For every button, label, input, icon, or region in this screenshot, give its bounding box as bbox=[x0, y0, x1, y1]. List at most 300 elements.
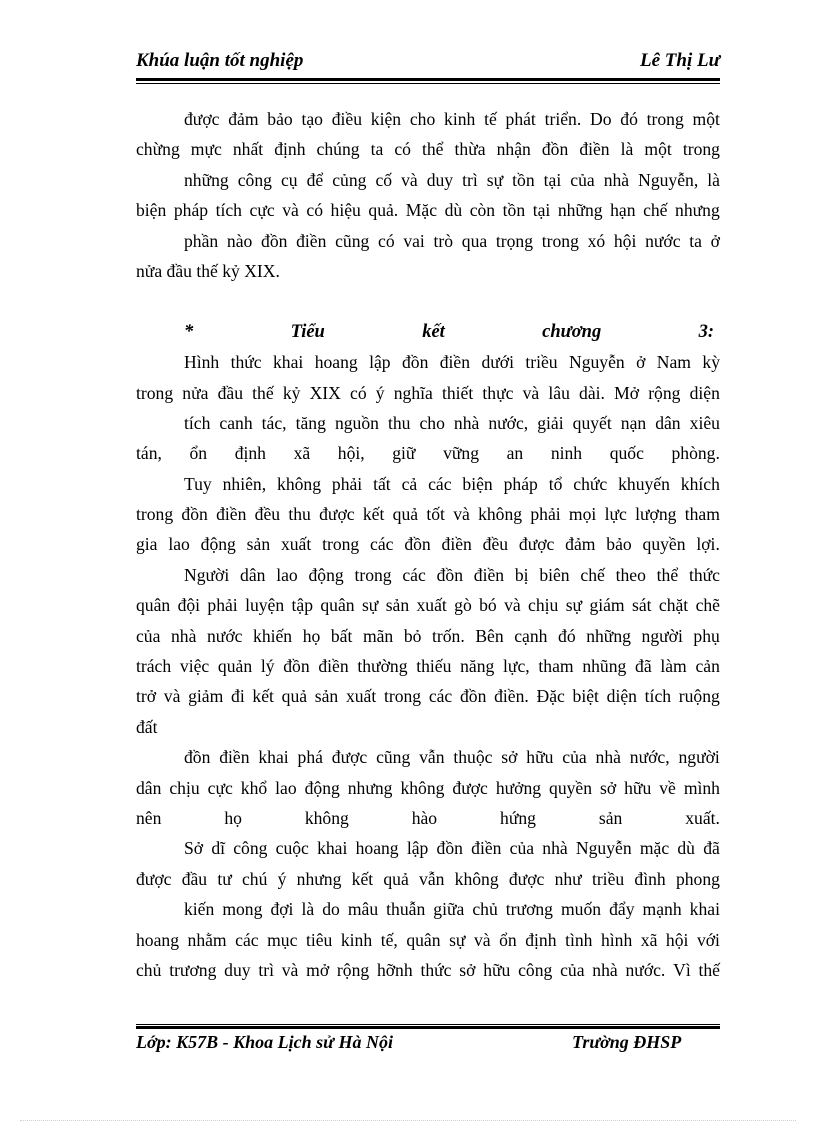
word: chẽ bbox=[695, 595, 720, 616]
word: kết bbox=[362, 504, 385, 525]
word: Nguyễn bbox=[575, 838, 632, 859]
word: đồn bbox=[459, 686, 487, 707]
word: trong bbox=[136, 504, 174, 525]
word: định bbox=[274, 139, 306, 160]
word: lượng bbox=[635, 504, 677, 525]
word: tổ bbox=[548, 473, 563, 494]
word: bó bbox=[479, 595, 497, 616]
word: quyền bbox=[549, 777, 593, 798]
paragraph-line bbox=[136, 621, 720, 651]
word: thu bbox=[387, 412, 411, 433]
paragraph-line bbox=[136, 864, 720, 894]
word: khổ bbox=[240, 777, 268, 798]
word: của bbox=[136, 625, 161, 646]
word: phải bbox=[331, 473, 363, 494]
word: dù bbox=[444, 200, 463, 221]
word: năng bbox=[460, 656, 495, 677]
word: hội, bbox=[337, 443, 365, 464]
word: việc bbox=[179, 656, 210, 677]
word: trọng bbox=[495, 230, 534, 251]
paragraph-line: nửa đầu thế kỷ XIX. bbox=[136, 260, 280, 281]
paragraph-line bbox=[136, 742, 720, 772]
word: những bbox=[557, 200, 603, 221]
word: quản bbox=[217, 656, 253, 677]
word: những bbox=[184, 169, 229, 190]
word: nhà bbox=[603, 169, 630, 190]
word: hữu bbox=[483, 959, 511, 980]
word: phần bbox=[184, 230, 219, 251]
word: nước, bbox=[488, 412, 529, 433]
word: phá bbox=[297, 747, 323, 768]
word: biện bbox=[136, 200, 167, 221]
word: một bbox=[692, 109, 720, 129]
word: tích bbox=[184, 412, 211, 433]
word: đồn bbox=[283, 656, 310, 677]
word: được bbox=[508, 868, 545, 889]
word: của bbox=[509, 838, 535, 859]
word: tất bbox=[373, 473, 391, 494]
word: đẩy bbox=[609, 899, 635, 920]
word: mực bbox=[190, 139, 222, 160]
word: quả bbox=[383, 868, 409, 889]
word: quả bbox=[392, 504, 419, 525]
word: được bbox=[184, 109, 220, 129]
word: xã bbox=[293, 443, 311, 464]
word: nhà bbox=[542, 838, 568, 859]
paragraph-line bbox=[136, 925, 720, 955]
word: không bbox=[277, 473, 321, 494]
word: ruộng bbox=[678, 686, 720, 707]
word: Người bbox=[184, 564, 230, 585]
word: biện bbox=[462, 473, 493, 494]
word: tham bbox=[538, 656, 574, 677]
word: Nguyễn, bbox=[638, 169, 699, 190]
word: khai bbox=[273, 352, 304, 373]
word: động bbox=[200, 534, 236, 555]
word: diện bbox=[689, 382, 720, 403]
word: trì bbox=[462, 169, 478, 190]
word: bị bbox=[514, 564, 529, 585]
word: điền. bbox=[494, 686, 529, 707]
word: các bbox=[402, 564, 426, 585]
word: tham bbox=[684, 504, 720, 525]
word: lao bbox=[275, 777, 297, 798]
word: để bbox=[306, 169, 324, 190]
word: nước. bbox=[625, 959, 666, 980]
word: tạo bbox=[301, 109, 323, 129]
paragraph-line bbox=[136, 347, 720, 377]
word: phong bbox=[675, 868, 720, 889]
word: trong bbox=[322, 534, 360, 555]
header-rule-thin bbox=[136, 83, 720, 84]
word: rộng bbox=[336, 959, 370, 980]
word: vai bbox=[403, 230, 425, 251]
word: và bbox=[504, 595, 521, 616]
word: trong bbox=[136, 382, 174, 403]
word: theo bbox=[615, 564, 646, 585]
word: do bbox=[322, 899, 340, 920]
word: tích bbox=[215, 200, 242, 221]
word: trong bbox=[646, 109, 684, 129]
word: cũng bbox=[376, 747, 411, 768]
word: tại bbox=[543, 169, 562, 190]
word: giảm bbox=[188, 686, 224, 707]
paragraph-line bbox=[136, 894, 720, 924]
word: thu bbox=[288, 504, 311, 525]
word: kết bbox=[351, 868, 374, 889]
word: nạn bbox=[620, 412, 647, 433]
paragraph-line bbox=[136, 408, 720, 438]
word: lập bbox=[369, 352, 391, 373]
word: xó bbox=[587, 230, 606, 251]
word: hoang bbox=[136, 929, 179, 950]
word: ta bbox=[689, 230, 702, 251]
word: về bbox=[659, 777, 676, 798]
word: chịu bbox=[528, 595, 559, 616]
word: người bbox=[678, 747, 720, 768]
paragraph-line bbox=[136, 651, 720, 681]
word: Mặc bbox=[405, 200, 438, 221]
paragraph-line bbox=[136, 499, 720, 529]
paragraph-line bbox=[136, 803, 720, 833]
word: đợi bbox=[270, 899, 294, 920]
paragraph-line bbox=[136, 773, 720, 803]
word: sự bbox=[449, 929, 466, 950]
word: duy bbox=[224, 959, 251, 980]
footer-rule-thin bbox=[136, 1024, 720, 1025]
word: ta bbox=[370, 139, 384, 160]
paragraph-line bbox=[136, 833, 720, 863]
word: sản bbox=[598, 807, 623, 828]
word: đồn bbox=[436, 838, 463, 859]
word: làm bbox=[660, 656, 687, 677]
word: quyền bbox=[642, 534, 686, 555]
word: hữu bbox=[526, 747, 554, 768]
word: trốn. bbox=[431, 625, 465, 646]
word: phát bbox=[505, 109, 536, 129]
word: sở bbox=[501, 747, 518, 768]
word: vẫn bbox=[419, 747, 445, 768]
word: điền bbox=[439, 352, 471, 373]
word: pháp bbox=[173, 200, 209, 221]
section-heading bbox=[136, 317, 720, 347]
word: kết bbox=[252, 686, 274, 707]
word: ổn bbox=[189, 443, 208, 464]
word: chủ bbox=[472, 899, 498, 920]
word: giữ bbox=[392, 443, 416, 464]
word: sự bbox=[565, 595, 583, 616]
word: mạnh bbox=[642, 899, 682, 920]
word: điền bbox=[473, 564, 505, 585]
word: quân bbox=[136, 595, 171, 616]
word: ninh bbox=[550, 443, 583, 464]
word: điều bbox=[331, 109, 363, 129]
word: thể bbox=[656, 564, 679, 585]
word: canh bbox=[219, 412, 253, 433]
word: hỡnh bbox=[376, 959, 413, 980]
word: nhưng bbox=[296, 868, 342, 889]
word: của bbox=[562, 747, 587, 768]
word: công bbox=[518, 959, 553, 980]
word: đã bbox=[703, 838, 720, 859]
word: chặt bbox=[658, 595, 689, 616]
word: và bbox=[401, 169, 418, 190]
word: Đặc bbox=[536, 686, 565, 707]
word: mọi bbox=[568, 504, 597, 525]
word: không bbox=[478, 504, 523, 525]
word: sở bbox=[600, 777, 617, 798]
word: Mở bbox=[614, 382, 640, 403]
word: định bbox=[234, 443, 266, 464]
word: dài. bbox=[579, 382, 605, 403]
word: mục bbox=[267, 929, 298, 950]
word: đảm bbox=[228, 109, 259, 129]
word: thuẫn bbox=[386, 899, 426, 920]
word: định bbox=[525, 929, 557, 950]
word: dân bbox=[240, 564, 266, 585]
word: quả bbox=[281, 686, 308, 707]
word: cản bbox=[695, 656, 720, 677]
word: đó bbox=[558, 625, 576, 646]
word: triều bbox=[591, 868, 625, 889]
word: động bbox=[304, 777, 340, 798]
word: nước bbox=[645, 230, 681, 251]
word: thực bbox=[482, 382, 514, 403]
word: trong bbox=[383, 686, 422, 707]
word: của bbox=[560, 959, 585, 980]
word: các bbox=[235, 929, 259, 950]
word: có bbox=[394, 139, 411, 160]
word: với bbox=[696, 929, 720, 950]
word: kiến bbox=[184, 899, 215, 920]
word: và bbox=[281, 959, 299, 980]
word: những bbox=[586, 625, 631, 646]
word: muốn bbox=[561, 899, 602, 920]
word: trò bbox=[433, 230, 454, 251]
word: nguồn bbox=[334, 412, 379, 433]
word: thường bbox=[357, 656, 408, 677]
page-bottom-dotted-border bbox=[20, 1120, 796, 1121]
word: đồn bbox=[184, 747, 211, 768]
word: thức bbox=[420, 959, 452, 980]
word: quân bbox=[320, 595, 355, 616]
word: tiêu bbox=[305, 929, 333, 950]
word: không bbox=[400, 777, 445, 798]
word: pháp bbox=[503, 473, 538, 494]
word: xuất bbox=[280, 534, 312, 555]
word: được bbox=[518, 534, 555, 555]
word: ý bbox=[277, 868, 287, 889]
word: được bbox=[331, 747, 368, 768]
header-rule-thick bbox=[136, 78, 720, 81]
word: nhưng bbox=[347, 777, 393, 798]
word: cả bbox=[401, 473, 418, 494]
word: họ bbox=[302, 625, 321, 646]
word: mở bbox=[306, 959, 330, 980]
paragraph-line bbox=[136, 681, 720, 711]
word: nhiên, bbox=[222, 473, 267, 494]
word: nước, bbox=[629, 747, 670, 768]
word: hội bbox=[613, 230, 637, 251]
word: tồn bbox=[502, 200, 526, 221]
word: đó bbox=[620, 109, 638, 129]
word: thiết bbox=[441, 382, 474, 403]
word: của bbox=[570, 169, 595, 190]
word: kỷ bbox=[282, 382, 301, 403]
word: mong bbox=[222, 899, 263, 920]
word: tốt bbox=[426, 504, 445, 525]
word: trương bbox=[505, 899, 553, 920]
word: sự bbox=[361, 595, 379, 616]
word: trương bbox=[169, 959, 217, 980]
word: sát bbox=[631, 595, 652, 616]
paragraph-line bbox=[136, 195, 720, 225]
word: Do bbox=[590, 109, 612, 129]
word: bỏ bbox=[403, 625, 422, 646]
word: cố bbox=[375, 169, 393, 190]
word: lao bbox=[276, 564, 298, 585]
word: rộng bbox=[648, 382, 681, 403]
word: chủ bbox=[136, 959, 162, 980]
word: Vì bbox=[673, 959, 691, 980]
word: thức bbox=[230, 352, 262, 373]
word: khai bbox=[317, 838, 348, 859]
word: trì bbox=[258, 959, 274, 980]
word: xuất bbox=[416, 595, 447, 616]
word: đều bbox=[482, 534, 509, 555]
paragraph-line bbox=[136, 378, 720, 408]
word: lợi. bbox=[696, 534, 720, 555]
word: nhất bbox=[232, 139, 264, 160]
word: kinh bbox=[340, 929, 373, 950]
word: một bbox=[644, 139, 672, 160]
paragraph-line bbox=[136, 134, 720, 164]
word: tại bbox=[532, 200, 551, 221]
word: có bbox=[306, 200, 323, 221]
word: nhận bbox=[496, 139, 531, 160]
word: cụ bbox=[280, 169, 298, 190]
word: đồn bbox=[401, 352, 429, 373]
header-thesis-label: Khúa luận tốt nghiệp bbox=[136, 50, 304, 71]
word: qua bbox=[461, 230, 488, 251]
word: phải bbox=[530, 504, 561, 525]
word: nhà bbox=[595, 747, 621, 768]
word: tồn bbox=[512, 169, 535, 190]
word: kỳ bbox=[702, 352, 720, 373]
word: dĩ bbox=[211, 838, 225, 859]
word: không bbox=[304, 807, 349, 828]
word: hình bbox=[600, 929, 633, 950]
word: đồn bbox=[541, 139, 569, 160]
word: khai bbox=[258, 747, 289, 768]
word: thế bbox=[252, 382, 274, 403]
word: các bbox=[428, 473, 452, 494]
paragraph-line bbox=[136, 286, 720, 316]
word: kết bbox=[422, 321, 445, 342]
word: tích bbox=[644, 686, 672, 707]
word: lập bbox=[406, 838, 429, 859]
word: tư bbox=[217, 868, 232, 889]
word: triều bbox=[525, 352, 558, 373]
word: Bên bbox=[475, 625, 504, 646]
word: chức bbox=[573, 473, 608, 494]
word: xiêu bbox=[689, 412, 720, 433]
word: mình bbox=[683, 777, 720, 798]
word: và bbox=[473, 929, 491, 950]
word: trong bbox=[354, 564, 392, 585]
word: tác, bbox=[261, 412, 287, 433]
word: đồn bbox=[436, 564, 463, 585]
word: chế bbox=[580, 564, 605, 585]
word: chúng bbox=[316, 139, 360, 160]
word: điền bbox=[219, 747, 250, 768]
word: thể bbox=[422, 139, 444, 160]
page-header bbox=[136, 50, 720, 76]
word: cho bbox=[409, 109, 436, 129]
word: Tiểu bbox=[290, 321, 325, 342]
word: cực bbox=[207, 777, 233, 798]
word: nhũng bbox=[582, 656, 627, 677]
word: Nguyễn bbox=[569, 352, 625, 373]
paragraph-line bbox=[136, 165, 720, 195]
word: sản bbox=[246, 534, 271, 555]
word: lực, bbox=[503, 656, 530, 677]
word: và bbox=[522, 382, 540, 403]
word: sở bbox=[459, 959, 476, 980]
word: chừng bbox=[136, 139, 180, 160]
word: mặc bbox=[639, 838, 670, 859]
word: nên bbox=[136, 807, 162, 828]
word: chương bbox=[542, 321, 602, 342]
word: quả. bbox=[368, 200, 399, 221]
word: là bbox=[620, 139, 634, 160]
word: dân bbox=[655, 412, 681, 433]
word: dân bbox=[136, 777, 162, 798]
word: đội bbox=[177, 595, 201, 616]
word: cho bbox=[419, 412, 445, 433]
word: đầu bbox=[181, 868, 208, 889]
word: khiến bbox=[253, 625, 293, 646]
word: lao bbox=[168, 534, 190, 555]
word: hưởng bbox=[495, 777, 542, 798]
word: được bbox=[452, 777, 488, 798]
word: đã bbox=[635, 656, 652, 677]
word: hạn bbox=[610, 200, 636, 221]
paragraph-line bbox=[136, 955, 720, 985]
paragraph-line bbox=[136, 438, 720, 468]
word: mâu bbox=[347, 899, 379, 920]
word: nhà bbox=[453, 412, 480, 433]
word: an bbox=[506, 443, 524, 464]
word: giữa bbox=[433, 899, 465, 920]
paragraph-line bbox=[136, 226, 720, 256]
word: giám bbox=[589, 595, 625, 616]
word: các bbox=[370, 534, 394, 555]
word: điền bbox=[296, 230, 327, 251]
word: triển. bbox=[544, 109, 582, 129]
word: cuộc bbox=[275, 838, 309, 859]
word: còn bbox=[469, 200, 496, 221]
word: đồn bbox=[181, 504, 208, 525]
word: các bbox=[428, 686, 453, 707]
word: hữu bbox=[624, 777, 652, 798]
word: khai bbox=[689, 899, 720, 920]
word: đồn bbox=[404, 534, 431, 555]
word: Nam bbox=[656, 352, 691, 373]
word: động bbox=[308, 564, 344, 585]
word: và bbox=[163, 686, 181, 707]
word: lý bbox=[260, 656, 275, 677]
